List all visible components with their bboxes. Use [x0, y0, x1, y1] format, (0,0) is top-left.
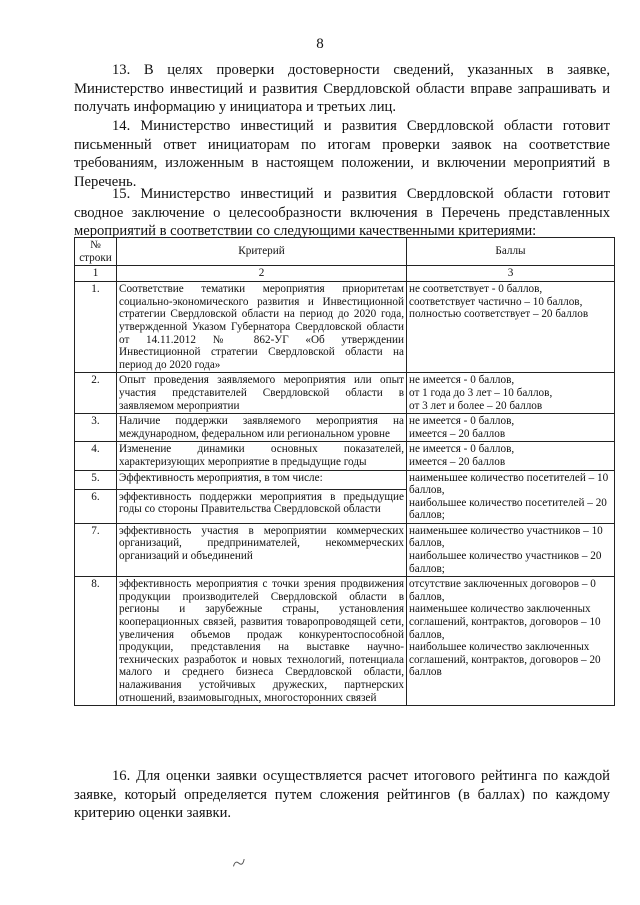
row-number: 1.: [75, 282, 117, 373]
points-line: наибольшее количество посетителей – 20 баллов;: [409, 496, 607, 522]
points-line: наименьшее количество посетителей – 10 баллов,: [409, 471, 609, 497]
table-row: [75, 373, 615, 414]
row-number: 7.: [75, 523, 117, 576]
paragraph-16: 16. Для оценки заявки осуществляется расчет итогового рейтинга по каждой заявке, который определяется путем сложения рейтингов (в баллах) по каждому критерию оценки заявки.: [74, 768, 610, 822]
page-number: 8: [316, 36, 324, 52]
points-line: имеется – 20 баллов: [409, 455, 506, 468]
table-row: [75, 414, 615, 442]
signature-mark: [231, 855, 250, 873]
points-line: наименьшее количество заключенных соглашений, контрактов, договоров – 10 баллов,: [409, 603, 601, 641]
criterion-text: эффективность мероприятия с точки зрения продвижения продукции производителей Свердловской области в регионы и зарубежные страны, установления кооперационных связей, развития товаропроводящей сети, увеличения объемов продаж конкурентоспособной продукции, представления на выставке научно-технических разработок и новых технологий, потенциала малого и среднего бизнеса Свердловской области, налаживания устойчивых дружеских, партнерских отношений, взаимовыгодных, многосторонних связей: [117, 577, 407, 706]
table-row: [75, 577, 615, 706]
row-number: 3.: [75, 414, 117, 442]
index-cell: 1: [75, 266, 117, 282]
table-row: [75, 442, 615, 470]
table-header-row: [75, 238, 615, 266]
row-number: 6.: [75, 489, 117, 523]
table-index-row: [75, 266, 615, 282]
points-line: наименьшее количество участников – 10 баллов,: [409, 524, 603, 550]
criterion-text: Изменение динамики основных показателей, характеризующих мероприятие в предыдущие годы: [117, 442, 407, 470]
points-line: не имеется - 0 баллов,: [409, 415, 515, 428]
header-criterion: Критерий: [117, 238, 407, 266]
points-line: не соответствует - 0 баллов,: [409, 283, 543, 296]
index-cell: 2: [117, 266, 407, 282]
criterion-text: эффективность участия в мероприятии коммерческих организаций, предпринимателей, некоммерческих организаций и объединений: [117, 523, 407, 576]
points-line: полностью соответствует – 20 баллов: [409, 308, 589, 321]
points-cell: [407, 577, 615, 706]
points-cell: [407, 470, 615, 523]
points-line: не имеется - 0 баллов,: [409, 374, 515, 387]
criterion-text: Эффективность мероприятия, в том числе:: [117, 470, 407, 489]
points-line: от 1 года до 3 лет – 10 баллов,: [409, 386, 553, 399]
points-cell: [407, 414, 615, 442]
index-cell: 3: [407, 266, 615, 282]
paragraph-14: 14. Министерство инвестиций и развития Свердловской области готовит письменный ответ инициаторам по итогам проверки заявок на соответствие требованиям, изложенным в настоящем положении, и включении мероприятий в Перечень.: [74, 118, 610, 190]
criterion-text: Соответствие тематики мероприятия приоритетам социально-экономического развития и Инвестиционной стратегии Свердловской области на период до 2020 года, утвержденной Указом Губернатора Свердловской области от 14.11.2012 № 862-УГ «Об утверждении Инвестиционной стратегии Свердловской области на период до 2020 года»: [117, 282, 407, 373]
points-line: отсутствие заключенных договоров – 0 баллов,: [409, 578, 596, 603]
table-row: [75, 282, 615, 373]
header-points: Баллы: [407, 238, 615, 266]
row-number: 5.: [75, 470, 117, 489]
points-cell: [407, 442, 615, 470]
criterion-text: эффективность поддержки мероприятия в предыдущие годы со стороны Правительства Свердловской области: [117, 489, 407, 523]
points-line: от 3 лет и более – 20 баллов: [409, 399, 543, 412]
paragraph-13: 13. В целях проверки достоверности сведений, указанных в заявке, Министерство инвестиций и развития Свердловской области вправе запрашивать и получать информацию у инициатора и третьих лиц.: [74, 62, 610, 116]
header-row-number: № строки: [75, 238, 117, 266]
paragraph-15: 15. Министерство инвестиций и развития Свердловской области готовит сводное заключение о целесообразности включения в Перечень представленных мероприятий в соответствии со следующими качественными критериями:: [74, 186, 610, 240]
criterion-text: Наличие поддержки заявляемого мероприятия на международном, федеральном или региональном уровне: [117, 414, 407, 442]
points-line: не имеется - 0 баллов,: [409, 443, 515, 456]
points-line: наибольшее количество участников – 20 баллов;: [409, 550, 602, 575]
criteria-table: [74, 237, 615, 706]
points-cell: [407, 523, 615, 576]
points-line: имеется – 20 баллов: [409, 427, 506, 440]
row-number: 2.: [75, 373, 117, 414]
row-number: 4.: [75, 442, 117, 470]
points-line: наибольшее количество заключенных соглашений, контрактов, договоров – 20 баллов: [409, 641, 601, 679]
points-cell: [407, 282, 615, 373]
points-cell: [407, 373, 615, 414]
criterion-text: Опыт проведения заявляемого мероприятия или опыт участия представителей Свердловской области в заявляемом мероприятии: [117, 373, 407, 414]
table-row: [75, 523, 615, 576]
points-line: соответствует частично – 10 баллов,: [409, 295, 583, 308]
table-row: [75, 470, 615, 489]
row-number: 8.: [75, 577, 117, 706]
